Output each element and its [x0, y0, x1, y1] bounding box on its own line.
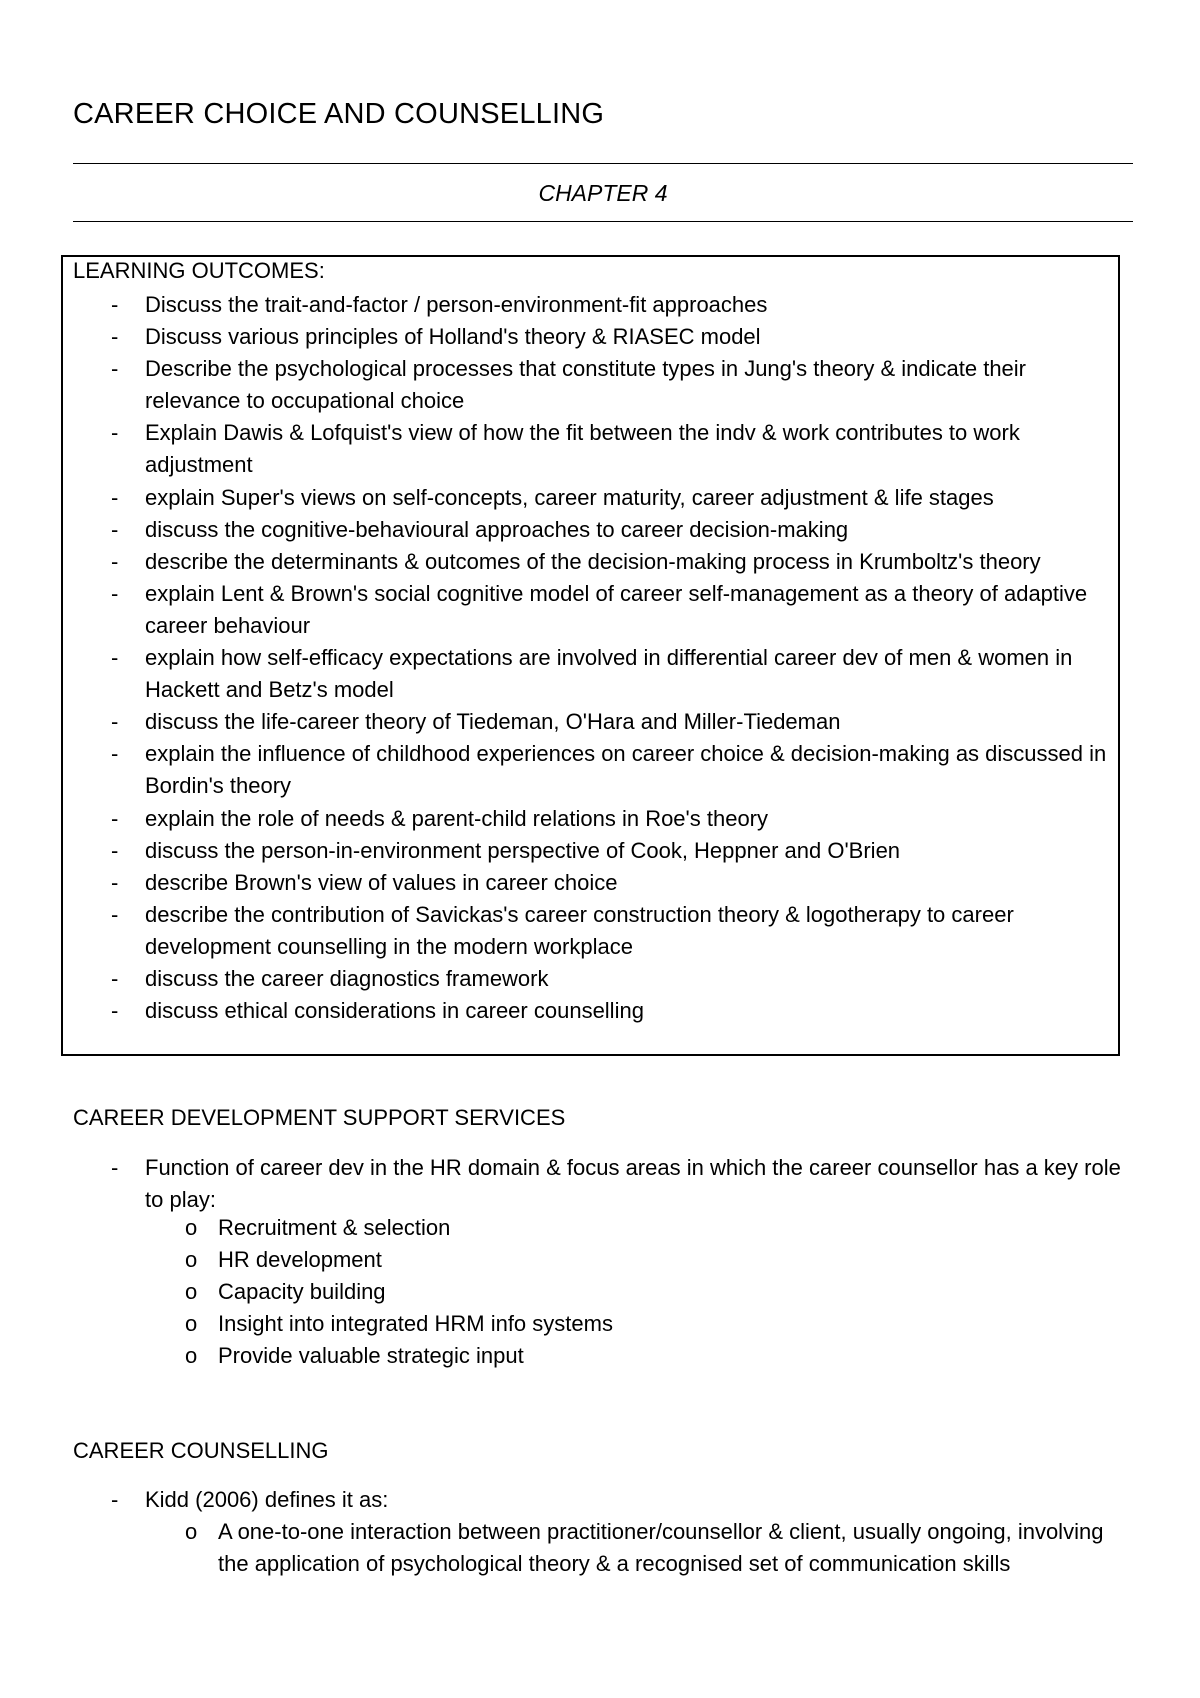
list-item-text: describe Brown's view of values in career choice [145, 869, 618, 895]
dash-bullet: - [111, 1155, 119, 1180]
support-services-list [73, 1152, 1138, 1216]
list-bullet: - [111, 548, 119, 574]
list-item [73, 289, 1113, 321]
list-item-text: A one-to-one interaction between practitioner/counsellor & client, usually ongoing, involving the application of psychological theory & a recognised set of communication skills [218, 1519, 1104, 1576]
list-item-text: HR development [218, 1247, 382, 1272]
list-bullet: - [111, 805, 119, 831]
list-bullet: - [111, 901, 119, 927]
list-bullet: - [111, 356, 119, 382]
list-item-text: describe the contribution of Savickas's career construction theory & logotherapy to career development counselling in the modern workplace [145, 901, 1014, 959]
list-item [73, 514, 1113, 546]
support-services-heading: CAREER DEVELOPMENT SUPPORT SERVICES [73, 1105, 566, 1130]
list-item-text: describe the determinants & outcomes of the decision-making process in Krumboltz's theory [145, 548, 1041, 574]
list-item-text: Discuss the trait-and-factor / person-environment-fit approaches [145, 292, 768, 317]
dash-bullet: - [111, 1487, 119, 1512]
learning-outcomes-heading: LEARNING OUTCOMES: [73, 258, 325, 283]
list-item-text: Recruitment & selection [218, 1215, 451, 1240]
list-item [73, 546, 1113, 578]
list-item-text: Insight into integrated HRM info systems [218, 1311, 613, 1336]
list-item [73, 1212, 1138, 1244]
list-bullet: o [185, 1311, 198, 1336]
list-item-text: Explain Dawis & Lofquist's view of how the fit between the indv & work contributes to work adjustment [145, 420, 1020, 478]
list-bullet: o [185, 1519, 198, 1544]
learning-outcomes-list [73, 289, 1113, 1027]
list-item [73, 642, 1113, 706]
list-item-text: discuss the person-in-environment perspective of Cook, Heppner and O'Brien [145, 837, 901, 863]
list-item-text: explain the influence of childhood experiences on career choice & decision-making as discussed in Bordin's theory [145, 741, 1107, 799]
list-item [73, 995, 1113, 1027]
list-bullet: - [111, 516, 119, 542]
list-item [73, 706, 1113, 738]
list-item [73, 353, 1113, 417]
career-counselling-intro: Kidd (2006) defines it as: [145, 1487, 389, 1512]
list-item-text: explain Super's views on self-concepts, career maturity, career adjustment & life stages [145, 484, 994, 510]
list-bullet: o [185, 1279, 198, 1304]
career-counselling-heading: CAREER COUNSELLING [73, 1438, 329, 1463]
document-title: CAREER CHOICE AND COUNSELLING [73, 98, 605, 130]
list-item [73, 963, 1113, 995]
list-bullet: - [111, 420, 119, 446]
list-item [73, 835, 1113, 867]
list-item-text: explain how self-efficacy expectations are involved in differential career dev of men & women in Hackett and Betz's model [145, 645, 1073, 703]
list-bullet: - [111, 645, 119, 671]
list-item [73, 417, 1113, 481]
chapter-divider [73, 221, 1133, 222]
list-bullet: - [111, 580, 119, 606]
list-bullet: - [111, 709, 119, 735]
list-bullet: o [185, 1215, 198, 1240]
list-item [73, 482, 1113, 514]
title-divider [73, 163, 1133, 164]
list-item [73, 1516, 1113, 1580]
list-bullet: - [111, 998, 119, 1024]
list-item-text: discuss the career diagnostics framework [145, 965, 549, 991]
list-bullet: o [185, 1343, 198, 1368]
list-bullet: o [185, 1247, 198, 1272]
list-item-text: discuss ethical considerations in career counselling [145, 998, 644, 1024]
list-bullet: - [111, 869, 119, 895]
chapter-heading: CHAPTER 4 [538, 180, 668, 206]
support-services-sublist [73, 1212, 1138, 1372]
list-item [73, 321, 1113, 353]
list-item-text: explain the role of needs & parent-child relations in Roe's theory [145, 805, 769, 831]
list-item [73, 1276, 1138, 1308]
list-bullet: - [111, 292, 119, 317]
list-item [73, 1152, 1138, 1216]
list-item [73, 578, 1113, 642]
list-item-text: discuss the life-career theory of Tiedeman, O'Hara and Miller-Tiedeman [145, 709, 841, 735]
list-item-text: explain Lent & Brown's social cognitive model of career self-management as a theory of adaptive career behaviour [145, 580, 1088, 638]
list-item [73, 803, 1113, 835]
list-item-text: discuss the cognitive-behavioural approaches to career decision-making [145, 516, 849, 542]
list-bullet: - [111, 965, 119, 991]
list-item [73, 1484, 1138, 1516]
list-item [73, 1244, 1138, 1276]
list-bullet: - [111, 837, 119, 863]
list-item [73, 1340, 1138, 1372]
list-item-text: Provide valuable strategic input [218, 1343, 524, 1368]
list-item [73, 899, 1113, 963]
career-counselling-sublist [73, 1516, 1113, 1580]
list-item-text: Discuss various principles of Holland's theory & RIASEC model [145, 324, 761, 350]
list-item-text: Capacity building [218, 1279, 386, 1304]
list-item [73, 1308, 1138, 1340]
list-item-text: Describe the psychological processes that constitute types in Jung's theory & indicate their relevance to occupational choice [145, 356, 1026, 414]
list-bullet: - [111, 484, 119, 510]
list-bullet: - [111, 324, 119, 350]
support-services-intro: Function of career dev in the HR domain & focus areas in which the career counsellor has a key role to play: [145, 1155, 1121, 1212]
list-item [73, 738, 1113, 802]
list-bullet: - [111, 741, 119, 767]
career-counselling-list [73, 1484, 1138, 1516]
list-item [73, 867, 1113, 899]
